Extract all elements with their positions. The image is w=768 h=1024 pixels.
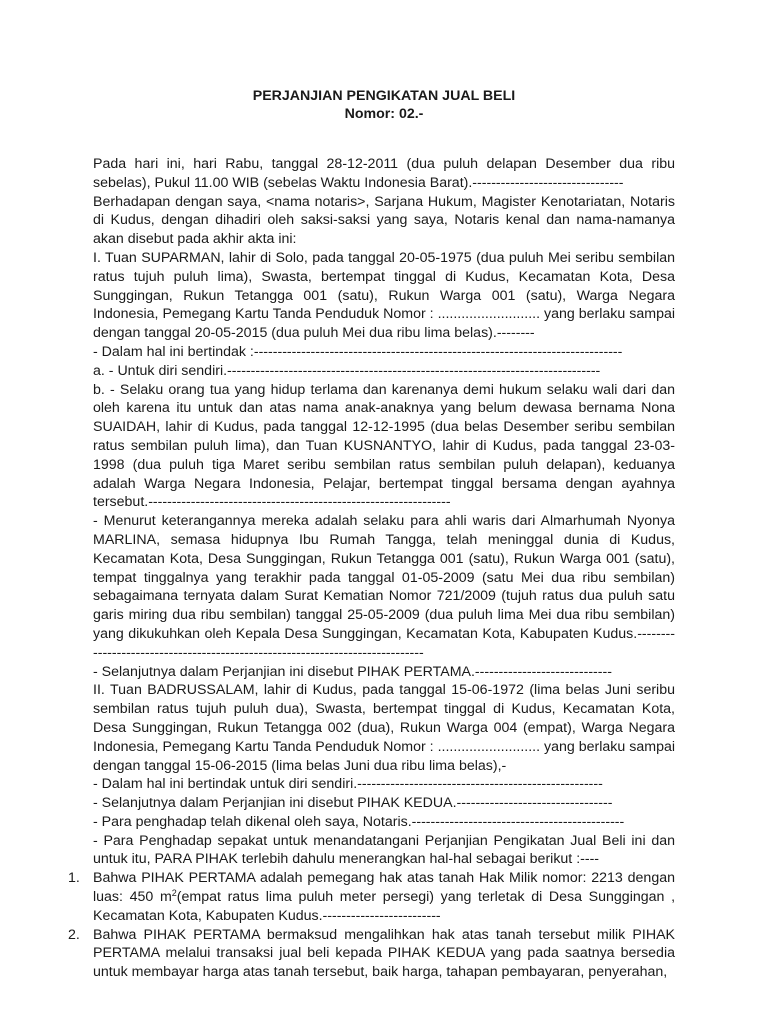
acting-clause: - Dalam hal ini bertindak :------------------------------------------------------------------------------ xyxy=(93,343,623,360)
superscript: 2 xyxy=(171,888,177,899)
list-item-text-continued: (empat ratus lima puluh meter persegi) yang terletak di Desa Sunggingan , Kecamatan Kota, Kabupaten Kudus.------------------------- xyxy=(93,889,676,924)
list-item-text: Bahwa PIHAK PERTAMA bermaksud mengalihkan hak atas tanah tersebut milik PIHAK PERTAMA melalui transaksi jual beli kepada PIHAK KEDUA yang pada saatnya bersedia untuk membayar harga atas tanah tersebut, baik harga, tahapan pembayaran, penyerahan, xyxy=(93,926,675,981)
list-item-number: 1. xyxy=(68,870,80,887)
acting-clause-b: b. - Selaku orang tua yang hidup terlama dan karenanya demi hukum selaku wali dari dan oleh karena itu untuk dan atas nama anak-anaknya yang belum dewasa bernama Nona SUAIDAH, lahir di Kudus, pada tanggal 12-12-1995 (dua belas Desember seribu sembilan ratus sembilan puluh lima), dan Tuan KUSNANTYO, lahir di Kudus, pada tanggal 23-03-1998 (dua puluh tiga Maret seribu sembilan ratus sembilan puluh delapan), keduanya adalah Warga Negara Indonesia, Pelajar, bertempat tinggal bersama dengan ayahnya tersebut.---------------------------------------------------------------- xyxy=(93,381,675,511)
list-item xyxy=(68,926,675,982)
list-item-text: Bahwa PIHAK PERTAMA adalah pemegang hak atas tanah Hak Milik nomor: 2213 dengan luas: 450 m xyxy=(93,870,675,906)
opening-paragraph: Pada hari ini, hari Rabu, tanggal 28-12-2011 (dua puluh delapan Desember dua ribu sebelas), Pukul 11.00 WIB (sebelas Waktu Indonesia Barat).-------------------------------- xyxy=(93,156,675,191)
document-title: PERJANJIAN PENGIKATAN JUAL BELI xyxy=(252,88,516,104)
list-item xyxy=(68,869,676,925)
second-party-designation: - Selanjutnya dalam Perjanjian ini disebut PIHAK KEDUA.--------------------------------- xyxy=(93,795,613,812)
agreement-statement: - Para Penghadap sepakat untuk menandatangani Perjanjian Pengikatan Jual Beli ini dan untuk itu, PARA PIHAK terlebih dahulu menerangkan hal-hal sebagai berikut :---- xyxy=(93,832,675,868)
known-by-notary: - Para penghadap telah dikenal oleh saya, Notaris.--------------------------------------------- xyxy=(93,813,625,830)
document-number: Nomor: 02.- xyxy=(344,106,424,122)
party-one-paragraph: I. Tuan SUPARMAN, lahir di Solo, pada tanggal 20-05-1975 (dua puluh Mei seribu sembilan ratus tujuh puluh lima), Swasta, bertempat tinggal di Kudus, Kecamatan Kota, Desa Sunggingan, Rukun Tetangga 001 (satu), Rukun Warga 001 (satu), Warga Negara Indonesia, Pemegang Kartu Tanda Penduduk Nomor : .......................... yang berlaku sampai dengan tanggal 20-05-2015 (dua puluh Mei dua ribu lima belas).-------- xyxy=(93,249,675,342)
acting-clause-a: a. - Untuk diri sendiri.------------------------------------------------------------------------------- xyxy=(93,362,601,379)
heirs-paragraph: - Menurut keterangannya mereka adalah selaku para ahli waris dari Almarhumah Nyonya MARLINA, semasa hidupnya Ibu Rumah Tangga, telah meninggal dunia di Kudus, Kecamatan Kota, Desa Sunggingan, Rukun Tetangga 001 (satu), Rukun Warga 001 (satu), tempat tinggalnya yang terakhir pada tanggal 01-05-2009 (satu Mei dua ribu sembilan) sebagaimana ternyata dalam Surat Kematian Nomor 721/2009 (tujuh ratus dua puluh satu garis miring dua ribu sembilan) tanggal 25-05-2009 (dua puluh lima Mei dua ribu sembilan) yang dikukuhkan oleh Kepala Desa Sunggingan, Kecamatan Kota, Kabupaten Kudus.------------------------------------------------------------------------------ xyxy=(93,513,675,661)
first-party-designation: - Selanjutnya dalam Perjanjian ini disebut PIHAK PERTAMA.----------------------------- xyxy=(93,663,612,680)
list-item-number: 2. xyxy=(68,926,80,943)
party-two-acting-clause: - Dalam hal ini bertindak untuk diri sendiri.---------------------------------------------------- xyxy=(93,776,603,793)
notary-paragraph: Berhadapan dengan saya, <nama notaris>, Sarjana Hukum, Magister Kenotariatan, Notaris di Kudus, dengan dihadiri oleh saksi-saksi yang saya, Notaris kenal dan nama-namanya akan disebut pada akhir akta ini: xyxy=(93,193,675,248)
party-two-paragraph: II. Tuan BADRUSSALAM, lahir di Kudus, pada tanggal 15-06-1972 (lima belas Juni seribu sembilan ratus tujuh puluh dua), Swasta, bertempat tinggal di Kudus, Kecamatan Kota, Desa Sunggingan, Rukun Tetangga 002 (dua), Rukun Warga 004 (empat), Warga Negara Indonesia, Pemegang Kartu Tanda Penduduk Nomor : .......................... yang berlaku sampai dengan tanggal 15-06-2015 (lima belas Juni dua ribu lima belas),- xyxy=(93,682,675,774)
document-body xyxy=(68,155,676,982)
